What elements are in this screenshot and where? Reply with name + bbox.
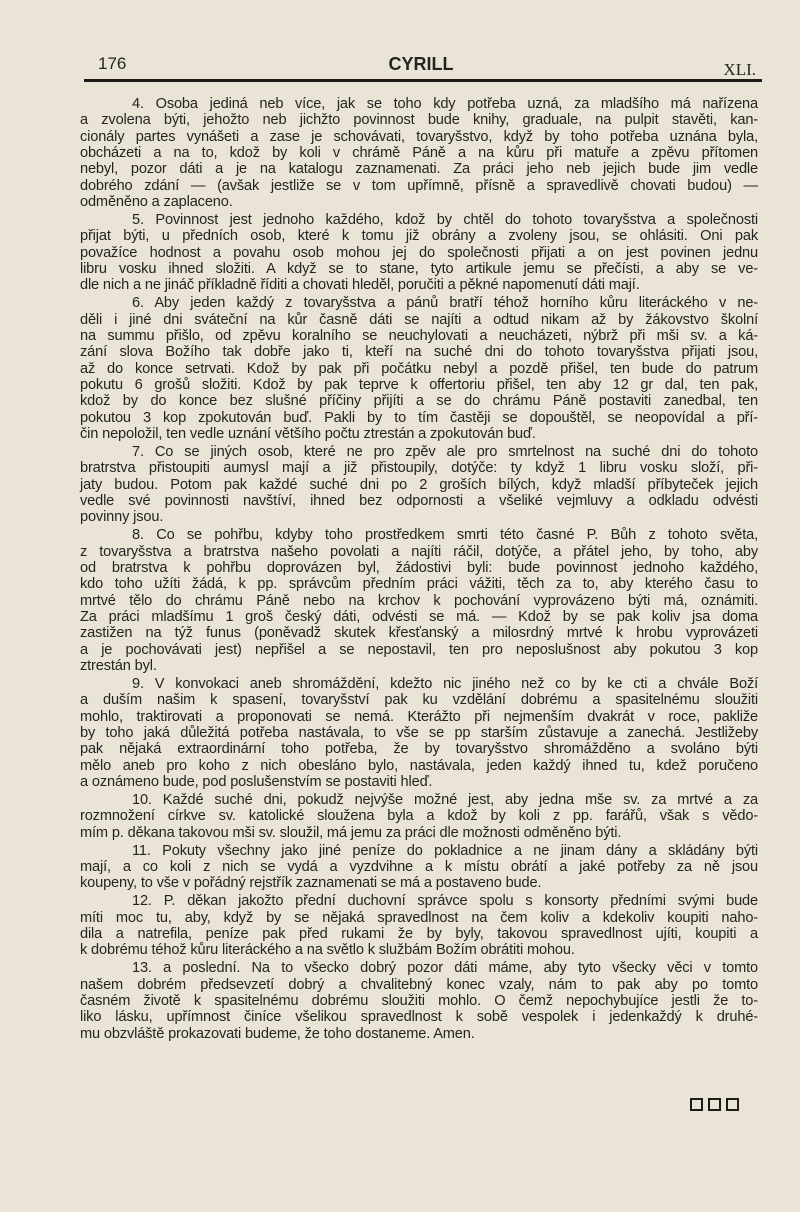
running-title: CYRILL — [388, 54, 454, 74]
header-rule — [84, 79, 762, 82]
text-line: obcházeti a na to, kdož by koli v chrámě Páně a na kůru při matuře a zpěvu přítomen — [80, 145, 758, 162]
text-line: ztrestán byl. — [80, 658, 157, 675]
text-line: časném životě k spasitelnému dobrému sloužiti mohlo. O čemž nepochybujíce jestli že to- — [80, 992, 758, 1009]
text-line: a oznámeno bude, pod poslušenstvím se postaviti hleď. — [80, 774, 433, 791]
running-header — [86, 52, 756, 80]
text-line: pokutou 3 kop zpokutován buď. Pakli by to tím častěji se dopouštěl, se neopovídal a pří- — [80, 409, 758, 426]
paragraph — [80, 527, 758, 674]
paragraph — [80, 295, 758, 442]
text-line: 10. Každé suché dni, pokudž nejvýše možné jest, aby jedna mše sv. za mrtvé a za — [132, 792, 758, 808]
text-line: mu obzvláště prokazovati budeme, že toho dostaneme. Amen. — [80, 1025, 475, 1042]
text-line: na summu přišlo, od zpěvu koralního se neuchylovati a neucházeti, nýbrž při mši sv. a ká- — [80, 328, 758, 344]
text-line: 7. Co se jiných osob, které ne pro zpěv ale pro smrtelnost na suché dni do tohoto — [132, 444, 758, 460]
paragraph — [80, 843, 758, 892]
paragraph — [80, 96, 758, 210]
text-line: 4. Osoba jediná neb více, jak se toho kdy potřeba uzná, za mladšího má nařízena — [132, 96, 758, 112]
text-line: kdo toho užíti žádá, k pp. správcům předním práci vážiti, těch za to, aby kterého času to — [80, 576, 758, 593]
text-line: povinny jsou. — [80, 509, 164, 526]
text-line: považíce hodnost a povahu osob mohou jej do společnosti přijati a on jest povinen jednu — [80, 244, 758, 261]
text-line: mají, a co koli z nich se vydá a vyzdvihne a k místu obrátí a jaké potřeby za ně jsou — [80, 858, 758, 875]
end-ornament-icon — [690, 1098, 739, 1111]
text-line: přijat býti, u předních osob, které k tomu již obrány a zvoleny jsou, se ohlásiti. Oni pak — [80, 228, 758, 245]
paragraph — [80, 893, 758, 958]
text-line: 8. Co se pohřbu, kdyby toho prostředkem smrti této časné P. Bůh z tohoto světa, — [132, 527, 758, 544]
text-line: děli i jiné dni sváteční na kůr časně dáti se najíti a odtud nikam až by žákovstvo školní — [80, 311, 758, 328]
square-icon — [690, 1098, 703, 1111]
text-line: vedle své povinnosti navštíví, ihned bez odpornosti a všeliké vejmluvy a odkladu odvésti — [80, 493, 758, 510]
text-line: 13. a poslední. Na to všecko dobrý pozor dáti máme, aby tyto všecky věci v tomto — [132, 960, 758, 977]
text-line: mím p. děkana takovou mši sv. sloužil, má jemu za práci dle možnosti odměněno býti. — [80, 824, 622, 841]
text-line: a zvolena býti, jehožto neb jichžto povinnost bude knihy, graduale, na pulpit stavěti, kan- — [80, 112, 758, 129]
text-line: koupeny, to vše v pořádný rejstřík zaznamenati se má a postaveno bude. — [80, 875, 542, 892]
text-line: a duším našim k spasení, tovaryšství pak ku vzdělání dobrému a spasitelnému sloužiti — [80, 692, 758, 709]
text-line: 9. V konvokaci aneb shromáždění, kdežto nic jiného než co by ke cti a chvále Boží — [132, 676, 758, 692]
text-line: rozmnožení církve sv. katolické sloužena byla a kdož by koli z pp. farářů, však s vědo- — [80, 808, 758, 825]
text-line: mohlo, traktirovati a proponovati se nemá. Kterážto při nejmenším dvakrát v roce, pakliže — [80, 708, 758, 725]
text-line: našem dobrém předsevzetí dobrý a chvalitebný konec vzaly, nám to pak aby po tomto — [80, 976, 758, 993]
paragraph — [80, 676, 758, 790]
text-line: pak nějaká extraordinární toho potřeba, že by tovaryšstvo shromážděno a svoláno býti — [80, 741, 758, 758]
paragraph — [80, 444, 758, 526]
text-line: od bratrstva k pohřbu doprovázen byl, žádostivi byli: bude povinnost jednoho každého, — [80, 560, 758, 576]
text-line: 6. Aby jeden každý z tovaryšstva a pánů bratří téhož horního kůru literáckého v ne- — [132, 295, 758, 312]
text-line: dila a natrefila, peníze pak před rukami že by byly, takovou spravedlnost ujíti, koupiti a — [80, 925, 758, 942]
text-line: odměněno a zaplaceno. — [80, 194, 233, 211]
text-line: cionály partes vynášeti a zase je schovávati, tovaryšstvo, když by toho potřeba uznána byla, — [80, 128, 758, 145]
paragraph — [80, 792, 758, 841]
text-line: Za práci mladšímu 1 groš český dáti, odvésti se má. — Kdož by se pak koliv jsa doma — [80, 609, 758, 626]
text-line: bratrstva přistoupiti aumysl mají a již přistoupily, dotýče: ty když 1 libru vosku složí, při- — [80, 460, 758, 477]
text-line: dle nich a ne jináč příkladně říditi a chovati hleděl, poručiti a pěkné napomenutí dáti mají. — [80, 277, 640, 294]
text-line: dobrého zdání — (avšak jestliže se v tom upřímně, přísně a spravedlivě chovati budou) — — [80, 177, 758, 194]
text-line: míti moc tu, aby, když by se nějaká spravedlnost na čem koliv a kdekoliv koupiti naho- — [80, 909, 758, 926]
text-line: 11. Pokuty všechny jako jiné peníze do pokladnice a ne jinam dány a skládány býti — [132, 842, 758, 859]
paragraph — [80, 212, 758, 294]
text-line: k dobrému téhož kůru literáckého a na světlo k službám Božím obrátiti mohou. — [80, 942, 575, 959]
text-line: 5. Povinnost jest jednoho každého, kdož by chtěl do tohoto tovaryšstva a společnosti — [132, 212, 758, 228]
text-line: a je pochovávati jest) nepřišel a se nepostavil, ten pro neposlušnost aby pokutou 3 kop — [80, 641, 758, 658]
text-line: mrtvé tělo do chrámu Páně nebo na krchov k pochování vyprovázeno býti má, oznámiti. — [80, 592, 758, 609]
text-line: zání slova Božího tak dobře jako ti, kteří na suché dni do tohoto tovaryšstva přijati jsou, — [80, 344, 758, 361]
text-line: čin nepoložil, ten vedle uznání většího počtu ztrestán a zpokutován buď. — [80, 426, 536, 443]
text-line: nebyl, pozor dáti a je na katalogu zaznamenati. Za práci jeho neb jejich bude jim vedle — [80, 161, 758, 178]
text-line: kdož by do konce bez slušné příčiny přijíti a se do chrámu Páně postaviti zanedbal, ten — [80, 393, 758, 410]
text-line: mělo aneb pro koho z nich obesláno bylo, nastávala, jeden každý ihned tu, kdež poručeno — [80, 757, 758, 774]
paragraph — [80, 960, 758, 1042]
text-line: jaty budou. Potom pak každé suché dni po 2 groších bílých, když mladší příbyteček jejich — [80, 476, 758, 493]
text-line: až do konce setrvati. Kdož by pak při počátku nebyl a pozdě přišel, ten bude do patrum — [80, 360, 758, 377]
text-line: pokutu 6 grošů složiti. Kdož by pak teprve k offertoriu přišel, ten aby 12 gr dal, ten pak, — [80, 377, 758, 394]
square-icon — [708, 1098, 721, 1111]
text-line: liko lásku, upřímnost činíce všelikou spravedlnost k sobě vespolek i jedenkaždý k druhé- — [80, 1009, 758, 1026]
volume-number: XLI. — [723, 60, 756, 79]
article-body — [80, 96, 758, 1044]
text-line: zastižen na týž funus (poněvadž skutek křesťanský a milosrdný mrtvé k hrobu vyprovázeti — [80, 625, 758, 642]
text-line: z tovaryšstva a bratrstva našeho povolati a najíti ráčil, dotýče, a přátel jeho, by toho, aby — [80, 543, 758, 560]
text-line: 12. P. děkan jakožto přední duchovní správce spolu s konsorty předními svými bude — [132, 893, 758, 910]
text-line: libru vosku ihned složiti. A když se to stane, tyto artikule jemu se přečísti, a aby se ve- — [80, 261, 758, 278]
text-line: by toho jaká důležitá potřeba nastávala, to vše se pp starším zůstavuje a zanechá. Jestližeby — [80, 725, 758, 742]
page-number: 176 — [98, 54, 127, 73]
square-icon — [726, 1098, 739, 1111]
